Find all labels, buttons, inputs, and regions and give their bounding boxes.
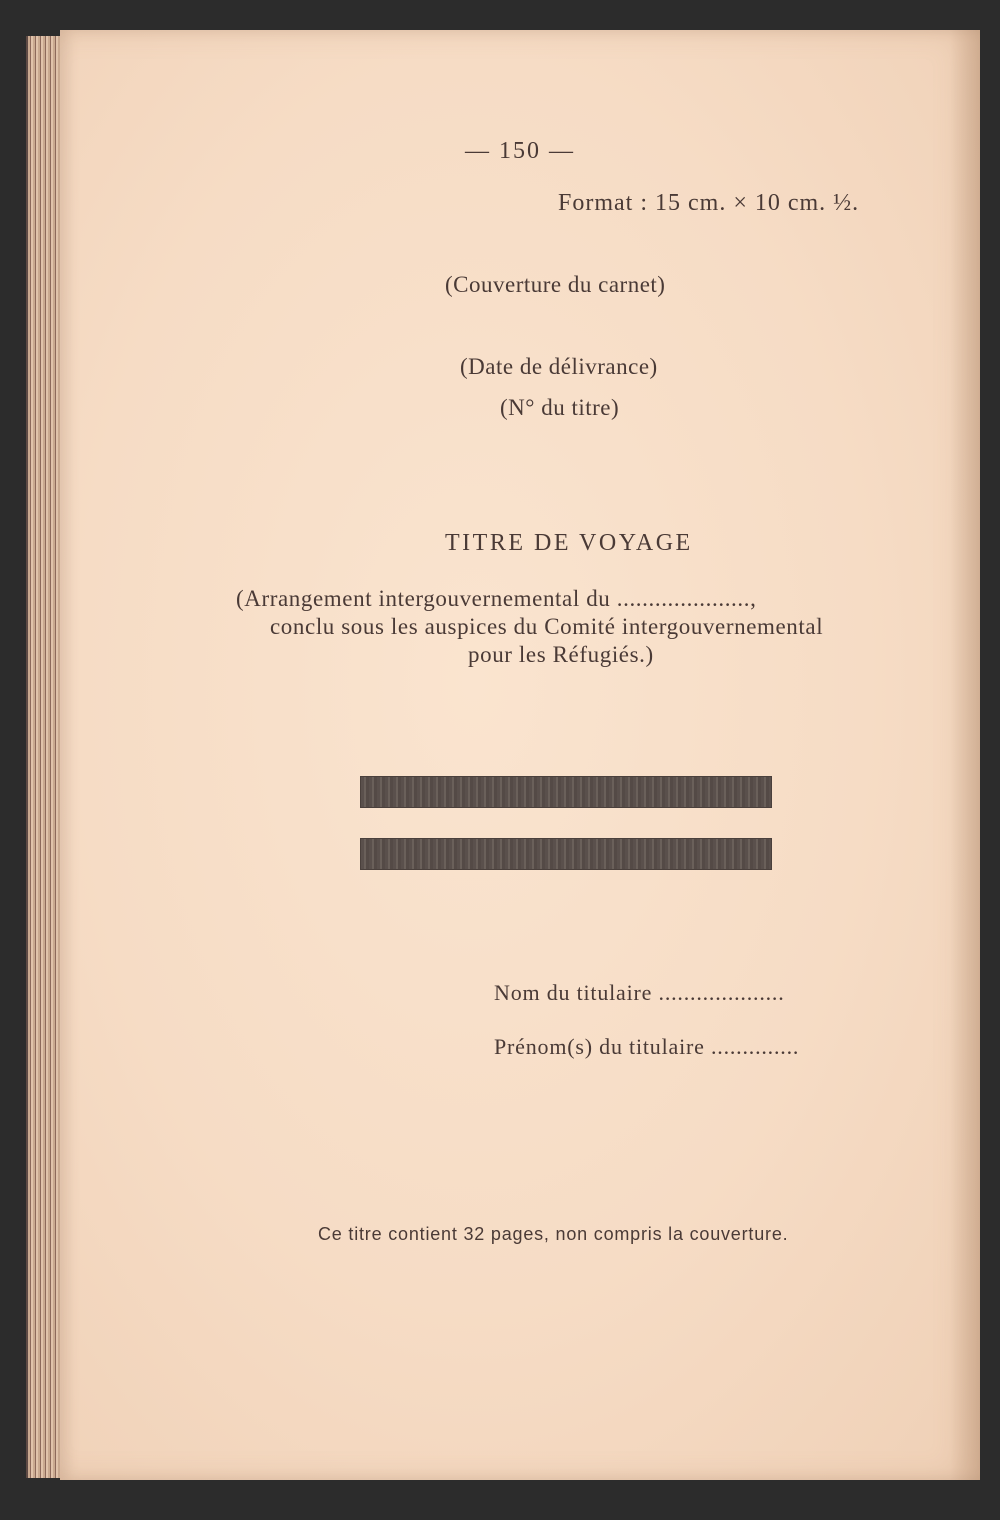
arrangement-line-2: conclu sous les auspices du Comité intergouvernemental: [270, 614, 824, 639]
document-title: TITRE DE VOYAGE: [445, 530, 693, 556]
book-page: [60, 30, 980, 1480]
printed-bar-lower: [360, 838, 772, 870]
arrangement-line-1: (Arrangement intergouvernemental du .....................,: [236, 586, 757, 611]
holder-firstname-line: Prénom(s) du titulaire ..............: [494, 1034, 800, 1059]
holder-name-line: Nom du titulaire ....................: [494, 980, 785, 1005]
title-number-label: (N° du titre): [500, 395, 620, 420]
printed-bar-upper: [360, 776, 772, 808]
page-number: — 150 —: [465, 138, 575, 164]
arrangement-line-3: pour les Réfugiés.): [468, 642, 654, 667]
footer-note: Ce titre contient 32 pages, non compris la couverture.: [318, 1224, 789, 1244]
cover-label: (Couverture du carnet): [445, 272, 666, 297]
page-gutter-shadow: [950, 30, 980, 1480]
issue-date-label: (Date de délivrance): [460, 354, 658, 379]
format-line: Format : 15 cm. × 10 cm. ½.: [558, 190, 860, 216]
